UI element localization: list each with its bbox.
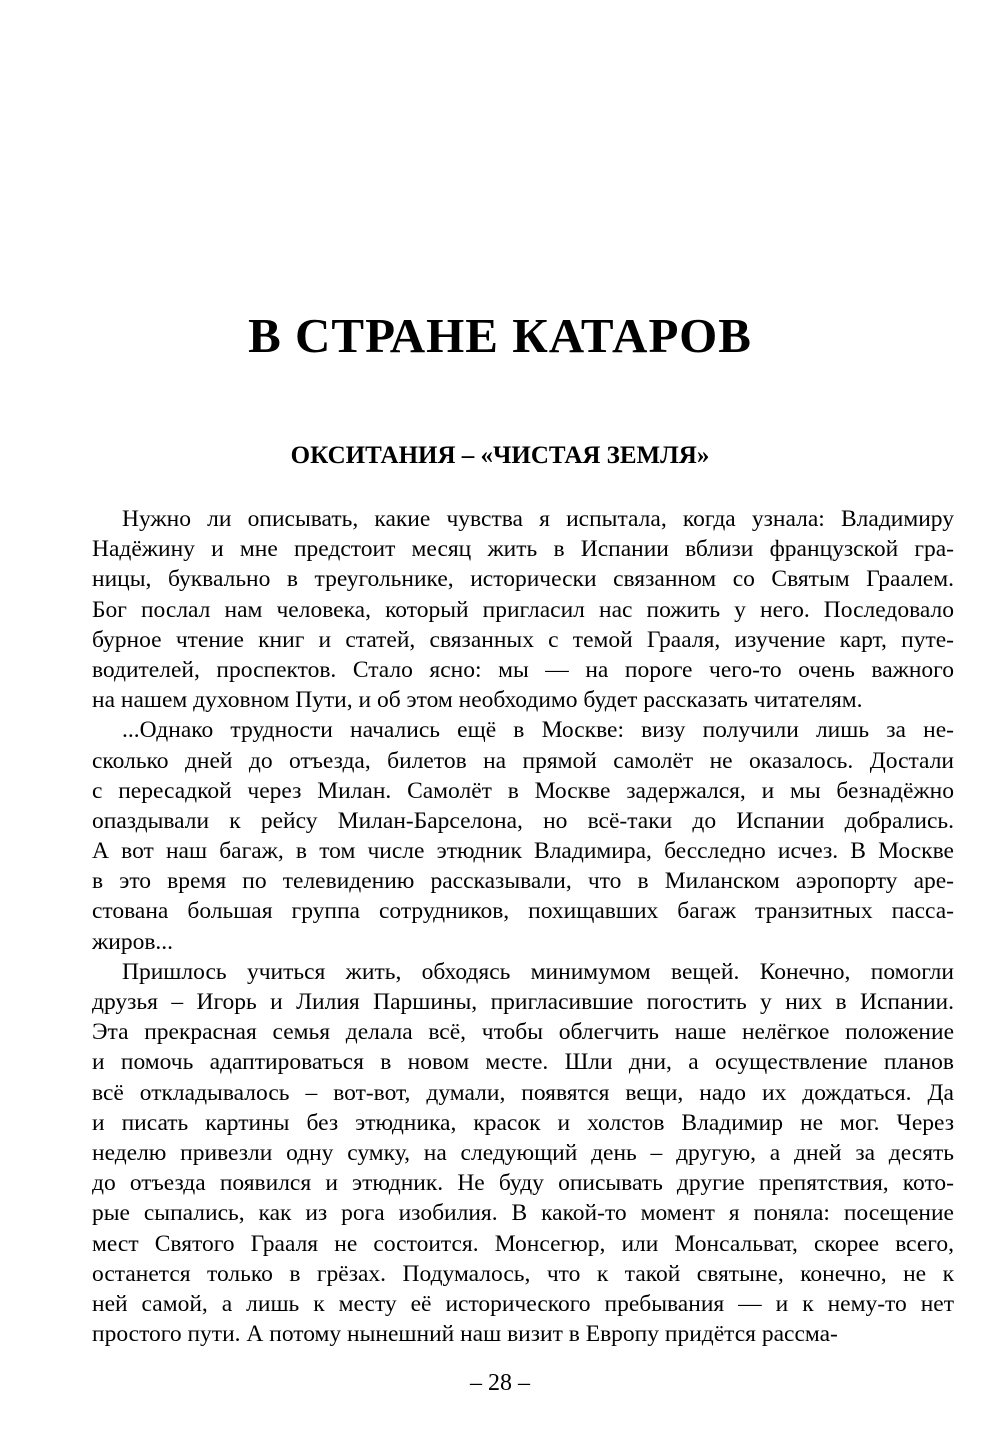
text-line: жиров... bbox=[92, 928, 174, 955]
text-line: друзья – Игорь и Лилия Паршины, пригласившие погостить у них в Испании. bbox=[92, 989, 954, 1015]
paragraph bbox=[92, 715, 954, 957]
text-line: неделю привезли одну сумку, на следующий день – другую, а дней за десять bbox=[92, 1139, 954, 1166]
text-line: и помочь адаптироваться в новом месте. Шли дни, а осуществление планов bbox=[92, 1049, 954, 1076]
text-line: Пришлось учиться жить, обходясь минимумом вещей. Конечно, помогли bbox=[122, 958, 954, 985]
text-line: на нашем духовном Пути, и об этом необходимо будет рассказать читателям. bbox=[92, 687, 863, 714]
text-line: останется только в грёзах. Подумалось, что к такой святыне, конечно, не к bbox=[92, 1260, 954, 1287]
text-line: всё откладывалось – вот-вот, думали, появятся вещи, надо их дождаться. Да bbox=[92, 1079, 954, 1106]
text-line: в это время по телевидению рассказывали, что в Миланском аэропорту аре- bbox=[92, 868, 954, 895]
text-line: и писать картины без этюдника, красок и холстов Владимир не мог. Через bbox=[92, 1109, 954, 1136]
text-line: А вот наш багаж, в том числе этюдник Владимира, бесследно исчез. В Москве bbox=[92, 838, 954, 865]
text-line: Эта прекрасная семья делала всё, чтобы облегчить наше нелёгкое положение bbox=[92, 1019, 954, 1046]
text-line: Нужно ли описывать, какие чувства я испытала, когда узнала: Владимиру bbox=[122, 506, 954, 532]
text-line: бурное чтение книг и статей, связанных с темой Грааля, изучение карт, путе- bbox=[92, 626, 954, 653]
section-title: ОКСИТАНИЯ – «ЧИСТАЯ ЗЕМЛЯ» bbox=[290, 442, 710, 469]
text-line: рые сыпались, как из рога изобилия. В какой-то момент я поняла: посещение bbox=[92, 1200, 954, 1227]
page-number: – 28 – bbox=[470, 1370, 530, 1396]
text-line: ней самой, а лишь к месту её исторического пребывания — и к нему-то нет bbox=[92, 1290, 954, 1317]
text-line: опаздывали к рейсу Милан-Барселона, но всё-таки до Испании добрались. bbox=[92, 807, 954, 834]
paragraph bbox=[92, 957, 954, 1349]
text-line: стована большая группа сотрудников, похищавших багаж транзитных пасса- bbox=[92, 898, 954, 925]
text-line: до отъезда появился и этюдник. Не буду описывать другие препятствия, кото- bbox=[92, 1170, 954, 1197]
text-line: Надёжину и мне предстоит месяц жить в Испании вблизи французской гра- bbox=[92, 536, 954, 563]
text-line: Бог послал нам человека, который пригласил нас пожить у него. Последовало bbox=[92, 596, 954, 623]
text-line: водителей, проспектов. Стало ясно: мы — на пороге чего-то очень важного bbox=[92, 656, 954, 683]
text-line: ницы, буквально в треугольнике, исторически связанном со Святым Граалем. bbox=[92, 566, 954, 593]
body-text bbox=[92, 504, 954, 1349]
text-line: сколько дней до отъезда, билетов на прямой самолёт не оказалось. Достали bbox=[92, 747, 954, 774]
text-line: ...Однако трудности начались ещё в Москве: визу получили лишь за не- bbox=[122, 717, 954, 744]
paragraph bbox=[92, 504, 954, 715]
text-line: простого пути. А потому нынешний наш визит в Европу придётся рассма- bbox=[92, 1321, 838, 1348]
chapter-title: В СТРАНЕ КАТАРОВ bbox=[248, 308, 752, 363]
text-line: мест Святого Грааля не состоится. Монсегюр, или Монсальват, скорее всего, bbox=[92, 1230, 954, 1257]
text-line: с пересадкой через Милан. Самолёт в Москве задержался, и мы безнадёжно bbox=[92, 777, 954, 804]
